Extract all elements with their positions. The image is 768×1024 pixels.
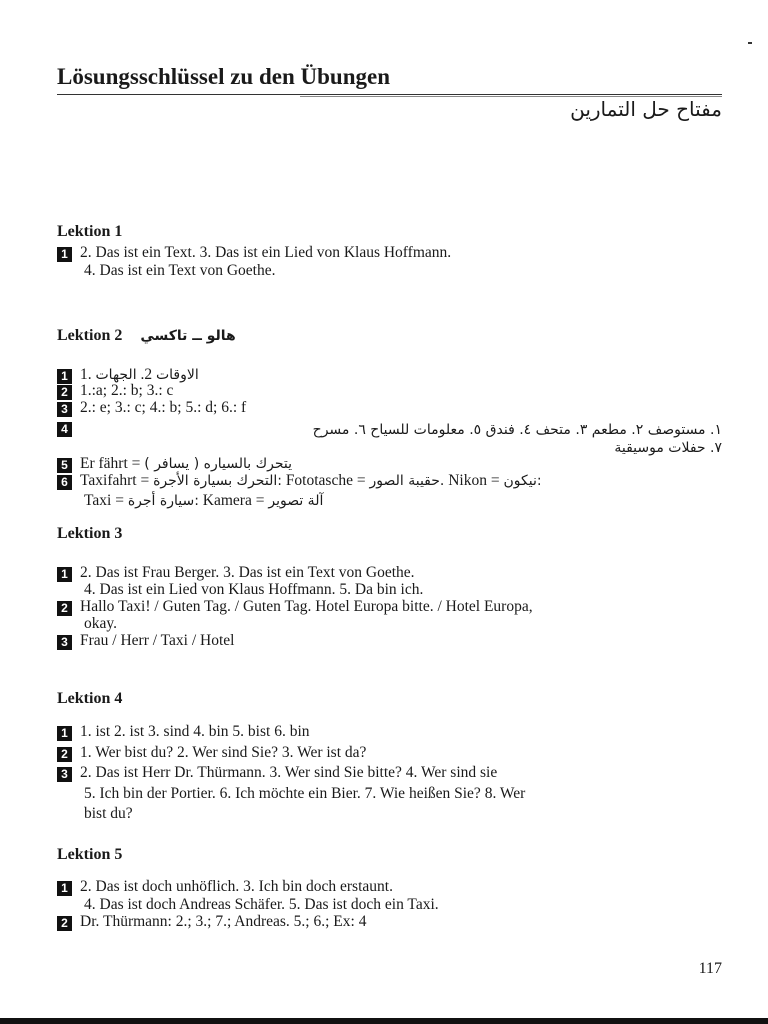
l2-ex5 [57, 455, 292, 473]
exercise-number-badge: 1 [57, 567, 72, 582]
l4-ex3-line1 [57, 764, 497, 782]
l3-ex2-line1 [57, 598, 533, 616]
l3-ex2-text: Hallo Taxi! / Guten Tag. / Guten Tag. Hotel Europa bitte. / Hotel Europa, [80, 598, 533, 615]
l4-ex1 [57, 723, 310, 741]
l5-ex1-line2: 4. Das ist doch Andreas Schäfer. 5. Das ist doch ein Taxi. [84, 896, 439, 913]
l2-ex3 [57, 399, 246, 417]
exercise-number-badge: 2 [57, 385, 72, 400]
l2-ex1-ar1: الاوقات [155, 367, 199, 383]
exercise-number-badge: 1 [57, 726, 72, 741]
exercise-number-badge: 5 [57, 458, 72, 473]
l2-ex2 [57, 382, 173, 400]
exercise-number-badge: 6 [57, 475, 72, 490]
l3-ex1-text: 2. Das ist Frau Berger. 3. Das ist ein Text von Goethe. [80, 564, 415, 581]
l4-ex1-text: 1. ist 2. ist 3. sind 4. bin 5. bist 6. bin [80, 723, 310, 740]
l2-ex3-text: 2.: e; 3.: c; 4.: b; 5.: d; 6.: f [80, 399, 247, 416]
l5-ex1-text: 2. Das ist doch unhöflich. 3. Ich bin doch erstaunt. [80, 878, 393, 895]
l2-ex6-taxifahrt-ar: التحرك بسيارة الأجرة: [153, 473, 282, 489]
lektion-5-heading: Lektion 5 [57, 846, 123, 863]
l1-ex1-line2: 4. Das ist ein Text von Goethe. [84, 262, 276, 279]
l5-ex1-line1 [57, 878, 393, 896]
l5-ex2 [57, 913, 366, 931]
exercise-number-badge: 3 [57, 635, 72, 650]
exercise-number-badge: 3 [57, 402, 72, 417]
l2-ex6-line1 [57, 472, 542, 490]
title-rule [57, 94, 722, 95]
exercise-number-badge: 4 [57, 422, 72, 437]
lektion-4-heading: Lektion 4 [57, 690, 123, 707]
l2-ex1-n1: 1. [80, 366, 92, 383]
exercise-number-badge: 3 [57, 767, 72, 782]
l2-ex4-arabic-line1: ١. مستوصف ٢. مطعم ٣. متحف ٤. فندق ٥. معلومات للسياح ٦. مسرح [312, 422, 722, 438]
lektion-2-heading [57, 327, 236, 345]
l2-ex6-fototasche-ar: حقيبة الصور. [369, 473, 445, 489]
l3-ex2-line2: okay. [84, 615, 117, 632]
l4-ex3-text: 2. Das ist Herr Dr. Thürmann. 3. Wer sind Sie bitte? 4. Wer sind sie [80, 764, 498, 781]
l1-ex1-text: 2. Das ist ein Text. 3. Das ist ein Lied von Klaus Hoffmann. [80, 244, 452, 261]
l4-ex3-line3: bist du? [84, 805, 133, 822]
exercise-number-badge: 2 [57, 916, 72, 931]
l2-ex5-arabic: ( يسافر ) يتحرك بالسياره [144, 456, 293, 472]
page-number: 117 [698, 960, 722, 977]
lektion-2-label: Lektion 2 [57, 327, 123, 344]
l2-ex6-nikon: Nikon = [448, 472, 500, 489]
l4-ex3-line2: 5. Ich bin der Portier. 6. Ich möchte ein Bier. 7. Wie heißen Sie? 8. Wer [84, 785, 526, 802]
l4-ex2 [57, 744, 366, 762]
l3-ex1-line1 [57, 564, 415, 582]
l3-ex3-text: Frau / Herr / Taxi / Hotel [80, 632, 235, 649]
page-title-arabic: مفتاح حل التمارين [570, 97, 722, 121]
exercise-number-badge: 1 [57, 881, 72, 896]
l5-ex2-text: Dr. Thürmann: 2.; 3.; 7.; Andreas. 5.; 6.; Ex: 4 [80, 913, 367, 930]
l2-ex6-taxi-ar: سيارة أجرة: [127, 493, 199, 509]
l4-ex2-text: 1. Wer bist du? 2. Wer sind Sie? 3. Wer ist da? [80, 744, 367, 761]
l3-ex1-line2: 4. Das ist ein Lied von Klaus Hoffmann. 5. Da bin ich. [84, 581, 424, 598]
exercise-number-badge: 2 [57, 747, 72, 762]
l2-ex6-taxi: Taxi = [84, 492, 124, 509]
scan-mark [748, 42, 752, 44]
lektion-3-heading: Lektion 3 [57, 525, 123, 542]
exercise-number-badge: 2 [57, 601, 72, 616]
scan-bottom-edge [0, 1018, 768, 1024]
l2-ex6-kamera: Kamera = [202, 492, 265, 509]
page-title: Lösungsschlüssel zu den Übungen [57, 64, 390, 89]
l2-ex4 [57, 419, 80, 437]
exercise-number-badge: 1 [57, 369, 72, 384]
l2-ex6-taxifahrt: Taxifahrt = [80, 472, 150, 489]
l2-ex1-ar2: الجهات [95, 367, 137, 383]
exercise-number-badge: 1 [57, 247, 72, 262]
l2-ex1-n2: 2. [140, 366, 153, 383]
l2-ex5-german: Er fährt = [80, 455, 141, 472]
l1-ex1-line1 [57, 244, 451, 262]
l2-ex6-nikon-ar: نيكون: [503, 473, 542, 489]
l2-ex6-kamera-ar: آلة تصوير [268, 493, 324, 509]
l2-ex2-text: 1.:a; 2.: b; 3.: c [80, 382, 174, 399]
lektion-2-heading-arabic: هالو ــ تاكسي [140, 328, 236, 344]
l2-ex6-line2 [84, 492, 323, 510]
l2-ex6-fototasche: Fototasche = [285, 472, 366, 489]
lektion-1-heading: Lektion 1 [57, 223, 123, 240]
l2-ex4-arabic-line2: ٧. حفلات موسيقية [614, 440, 722, 456]
l3-ex3 [57, 632, 234, 650]
